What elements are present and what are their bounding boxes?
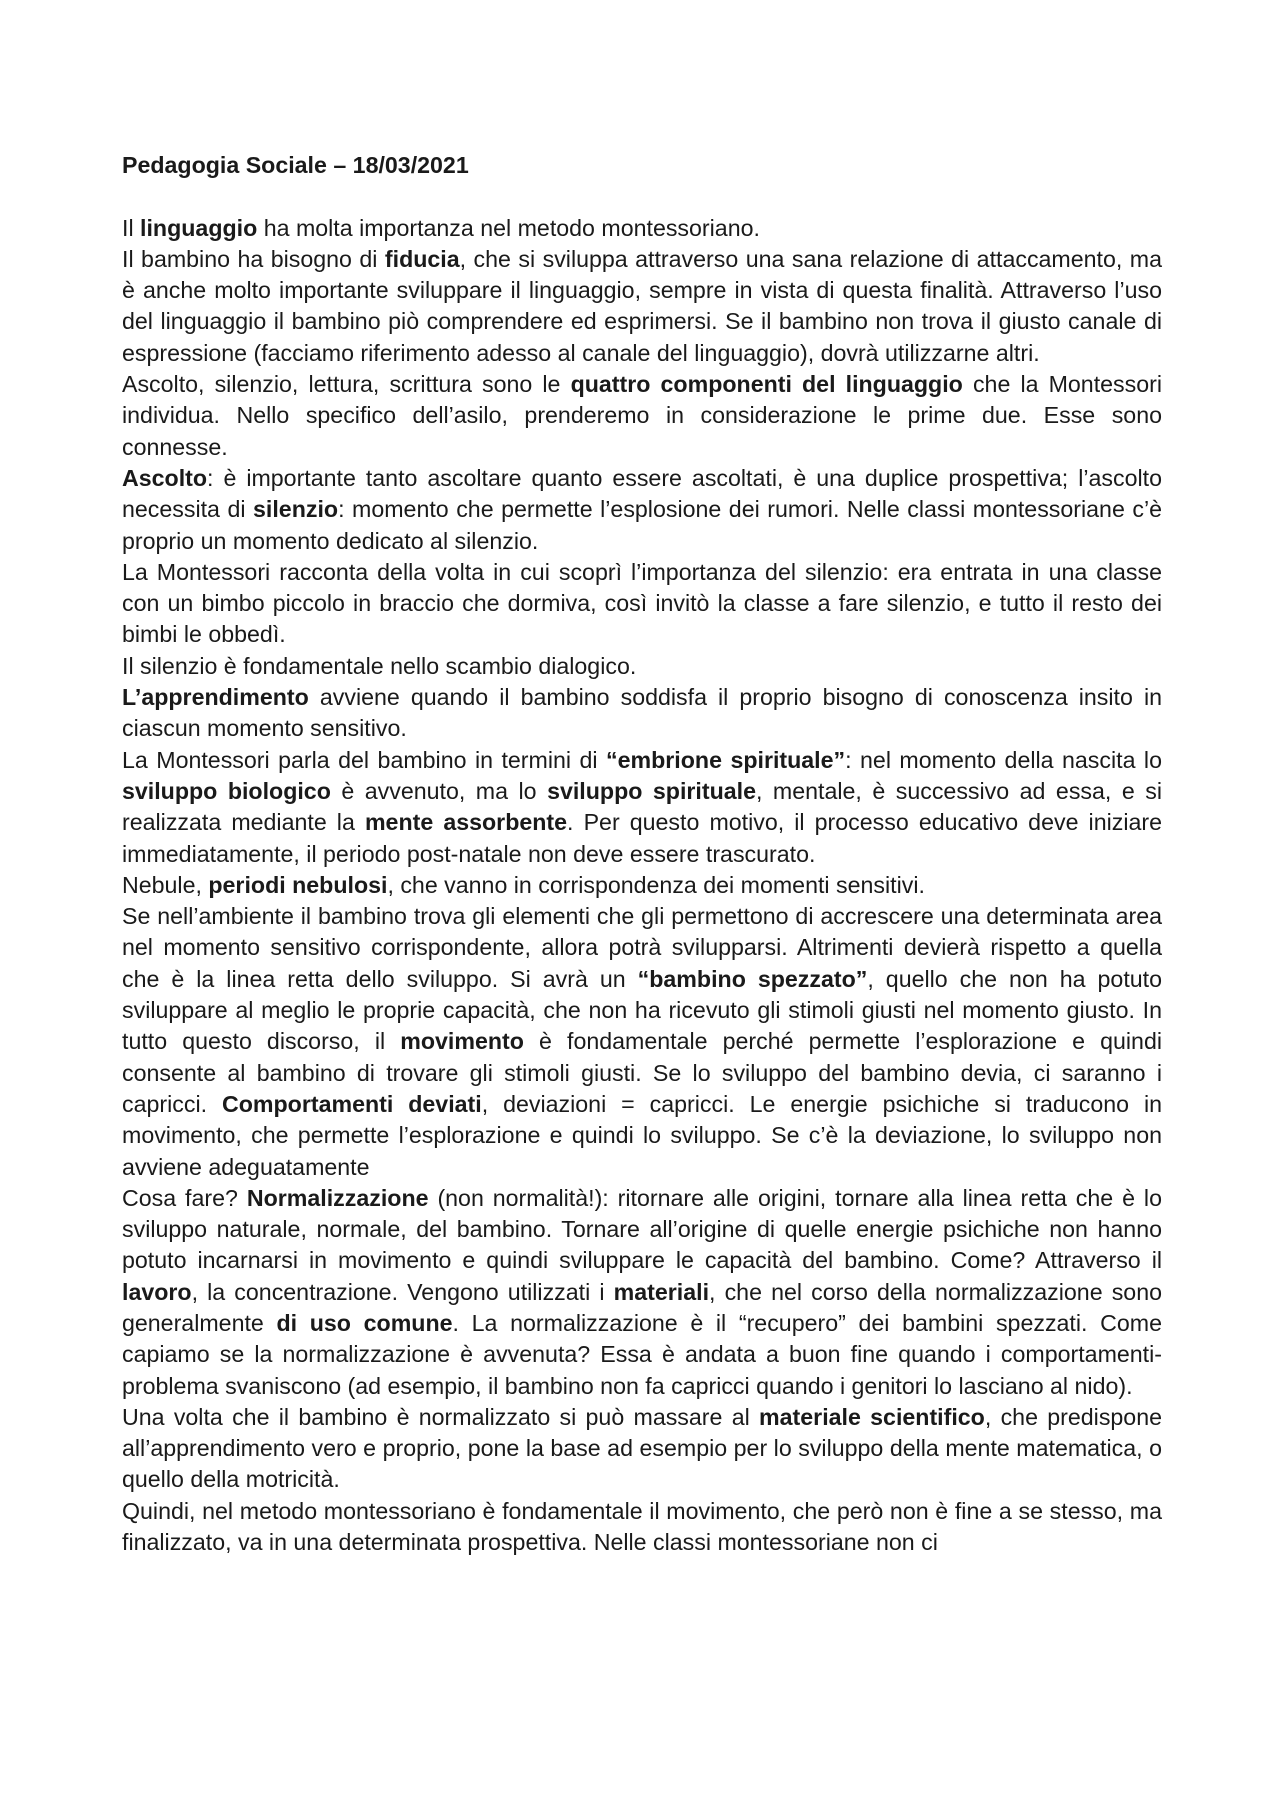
bold-term: Comportamenti deviati xyxy=(221,1090,482,1117)
text-run: Nebule, xyxy=(122,871,209,898)
bold-term: materiali xyxy=(613,1278,710,1305)
bold-term: “bambino spezzato” xyxy=(637,965,868,992)
paragraph xyxy=(122,651,1162,682)
text-run: , deviazioni = capricci. Le energie psichiche si traducono in movimento, che permette l’esplorazione e quindi lo sviluppo. Se c’è la deviazione, lo sviluppo non avviene adeguatamente xyxy=(122,1090,1162,1180)
document-title: Pedagogia Sociale – 18/03/2021 xyxy=(122,152,469,178)
text-run: Se nell’ambiente il bambino trova gli elementi che gli permettono di accrescere una determinata area nel momento sensitivo corrispondente, allora potrà svilupparsi. Altrimenti devierà rispetto a quella che è la linea retta dello sviluppo. Si avrà un xyxy=(122,903,1162,992)
paragraph xyxy=(122,1183,1162,1402)
text-run: Cosa fare? xyxy=(122,1184,247,1211)
text-run: (non normalità!): ritornare alle origini, tornare alla linea retta che è lo sviluppo naturale, normale, del bambino. Tornare all’origine di quelle energie psichiche non hanno potuto incarnarsi in movimento e quindi sviluppare le capacità del bambino. Come? Attraverso il xyxy=(122,1184,1162,1274)
bold-term: lavoro xyxy=(122,1278,192,1305)
bold-term: silenzio xyxy=(253,496,339,523)
text-run: . La normalizzazione è il “recupero” dei bambini spezzati. Come capiamo se la normalizzazione è avvenuta? Essa è andata a buon fine quando i comportamenti-problema svaniscono (ad esempio, il bambino non fa capricci quando i genitori lo lasciano al nido). xyxy=(122,1309,1162,1399)
text-run: Una volta che il bambino è normalizzato si può massare al xyxy=(122,1403,760,1430)
text-run: . Per questo motivo, il processo educativo deve iniziare immediatamente, il periodo post-natale non deve essere trascurato. xyxy=(122,809,1163,867)
text-run: : nel momento della nascita lo xyxy=(845,746,1162,773)
paragraph xyxy=(122,557,1162,651)
bold-term: sviluppo spirituale xyxy=(547,777,756,804)
text-run: , che si sviluppa attraverso una sana relazione di attaccamento, ma è anche molto importante sviluppare il linguaggio, sempre in vista di questa finalità. Attraverso l’uso del linguaggio il bambino piò comprendere ed esprimersi. Se il bambino non trova il giusto canale di espressione (facciamo riferimento adesso al canale del linguaggio), dovrà utilizzarne altri. xyxy=(122,245,1162,366)
bold-term: fiducia xyxy=(384,245,460,272)
text-run: , che vanno in corrispondenza dei momenti sensitivi. xyxy=(387,871,925,898)
text-run: : momento che permette l’esplosione dei rumori. Nelle classi montessoriane c’è proprio un momento dedicato al silenzio. xyxy=(122,496,1162,554)
bold-term: periodi nebulosi xyxy=(208,871,388,898)
document-body xyxy=(122,213,1162,1559)
bold-term: L’apprendimento xyxy=(122,684,309,711)
text-run: La Montessori racconta della volta in cui scoprì l’importanza del silenzio: era entrata in una classe con un bimbo piccolo in braccio che dormiva, così invitò la classe a fare silenzio, e tutto il resto dei bimbi le obbedì. xyxy=(122,558,1162,648)
paragraph xyxy=(122,213,1162,244)
paragraph xyxy=(122,1402,1162,1496)
bold-term: materiale scientifico xyxy=(759,1403,985,1430)
text-run: , mentale, è successivo ad essa, e si realizzata mediante la xyxy=(122,777,1162,836)
paragraph xyxy=(122,1496,1162,1559)
bold-term: mente assorbente xyxy=(364,809,568,836)
paragraph xyxy=(122,369,1162,463)
bold-term: sviluppo biologico xyxy=(122,777,331,804)
document-page xyxy=(122,150,1162,1558)
bold-term: linguaggio xyxy=(140,214,258,241)
paragraph xyxy=(122,870,1162,901)
text-run: , che nel corso della normalizzazione sono generalmente xyxy=(122,1278,1162,1336)
text-run: è fondamentale perché permette l’esplorazione e quindi consente al bambino di trovare gli stimoli giusti. Se lo sviluppo del bambino devia, ci saranno i capricci. xyxy=(122,1028,1163,1117)
bold-term: movimento xyxy=(400,1028,524,1055)
text-run: , che predispone all’apprendimento vero e proprio, pone la base ad esempio per lo sviluppo della mente matematica, o quello della motricità. xyxy=(122,1403,1162,1493)
text-run: che la Montessori individua. Nello specifico dell’asilo, prenderemo in considerazione le prime due. Esse sono connesse. xyxy=(122,371,1162,460)
text-run: La Montessori parla del bambino in termini di xyxy=(122,746,607,773)
text-run: Quindi, nel metodo montessoriano è fondamentale il movimento, che però non è fine a se stesso, ma finalizzato, va in una determinata prospettiva. Nelle classi montessoriane non ci xyxy=(122,1497,1162,1556)
bold-term: quattro componenti del linguaggio xyxy=(570,371,963,398)
text-run: è avvenuto, ma lo xyxy=(330,777,548,804)
bold-term: “embrione spirituale” xyxy=(606,746,846,773)
text-run: Il xyxy=(122,214,141,241)
text-run: ha molta importanza nel metodo montessoriano. xyxy=(257,214,760,241)
paragraph xyxy=(122,244,1162,369)
text-run: : è importante tanto ascoltare quanto essere ascoltati, è una duplice prospettiva; l’ascolto necessita di xyxy=(122,464,1162,523)
text-run: avviene quando il bambino soddisfa il proprio bisogno di conoscenza insito in ciascun momento sensitivo. xyxy=(122,684,1162,742)
paragraph xyxy=(122,463,1162,557)
text-run: Ascolto, silenzio, lettura, scrittura sono le xyxy=(122,371,571,398)
text-run: , la concentrazione. Vengono utilizzati i xyxy=(191,1278,614,1305)
text-run: Il bambino ha bisogno di xyxy=(122,245,385,272)
text-run: , quello che non ha potuto sviluppare al meglio le proprie capacità, che non ha ricevuto gli stimoli giusti nel momento giusto. In tutto questo discorso, il xyxy=(122,965,1162,1055)
bold-term: Ascolto xyxy=(122,464,208,491)
bold-term: di uso comune xyxy=(276,1309,453,1336)
paragraph xyxy=(122,745,1162,870)
paragraph xyxy=(122,901,1162,1183)
bold-term: Normalizzazione xyxy=(246,1184,429,1211)
paragraph xyxy=(122,682,1162,745)
text-run: Il silenzio è fondamentale nello scambio dialogico. xyxy=(122,652,637,679)
